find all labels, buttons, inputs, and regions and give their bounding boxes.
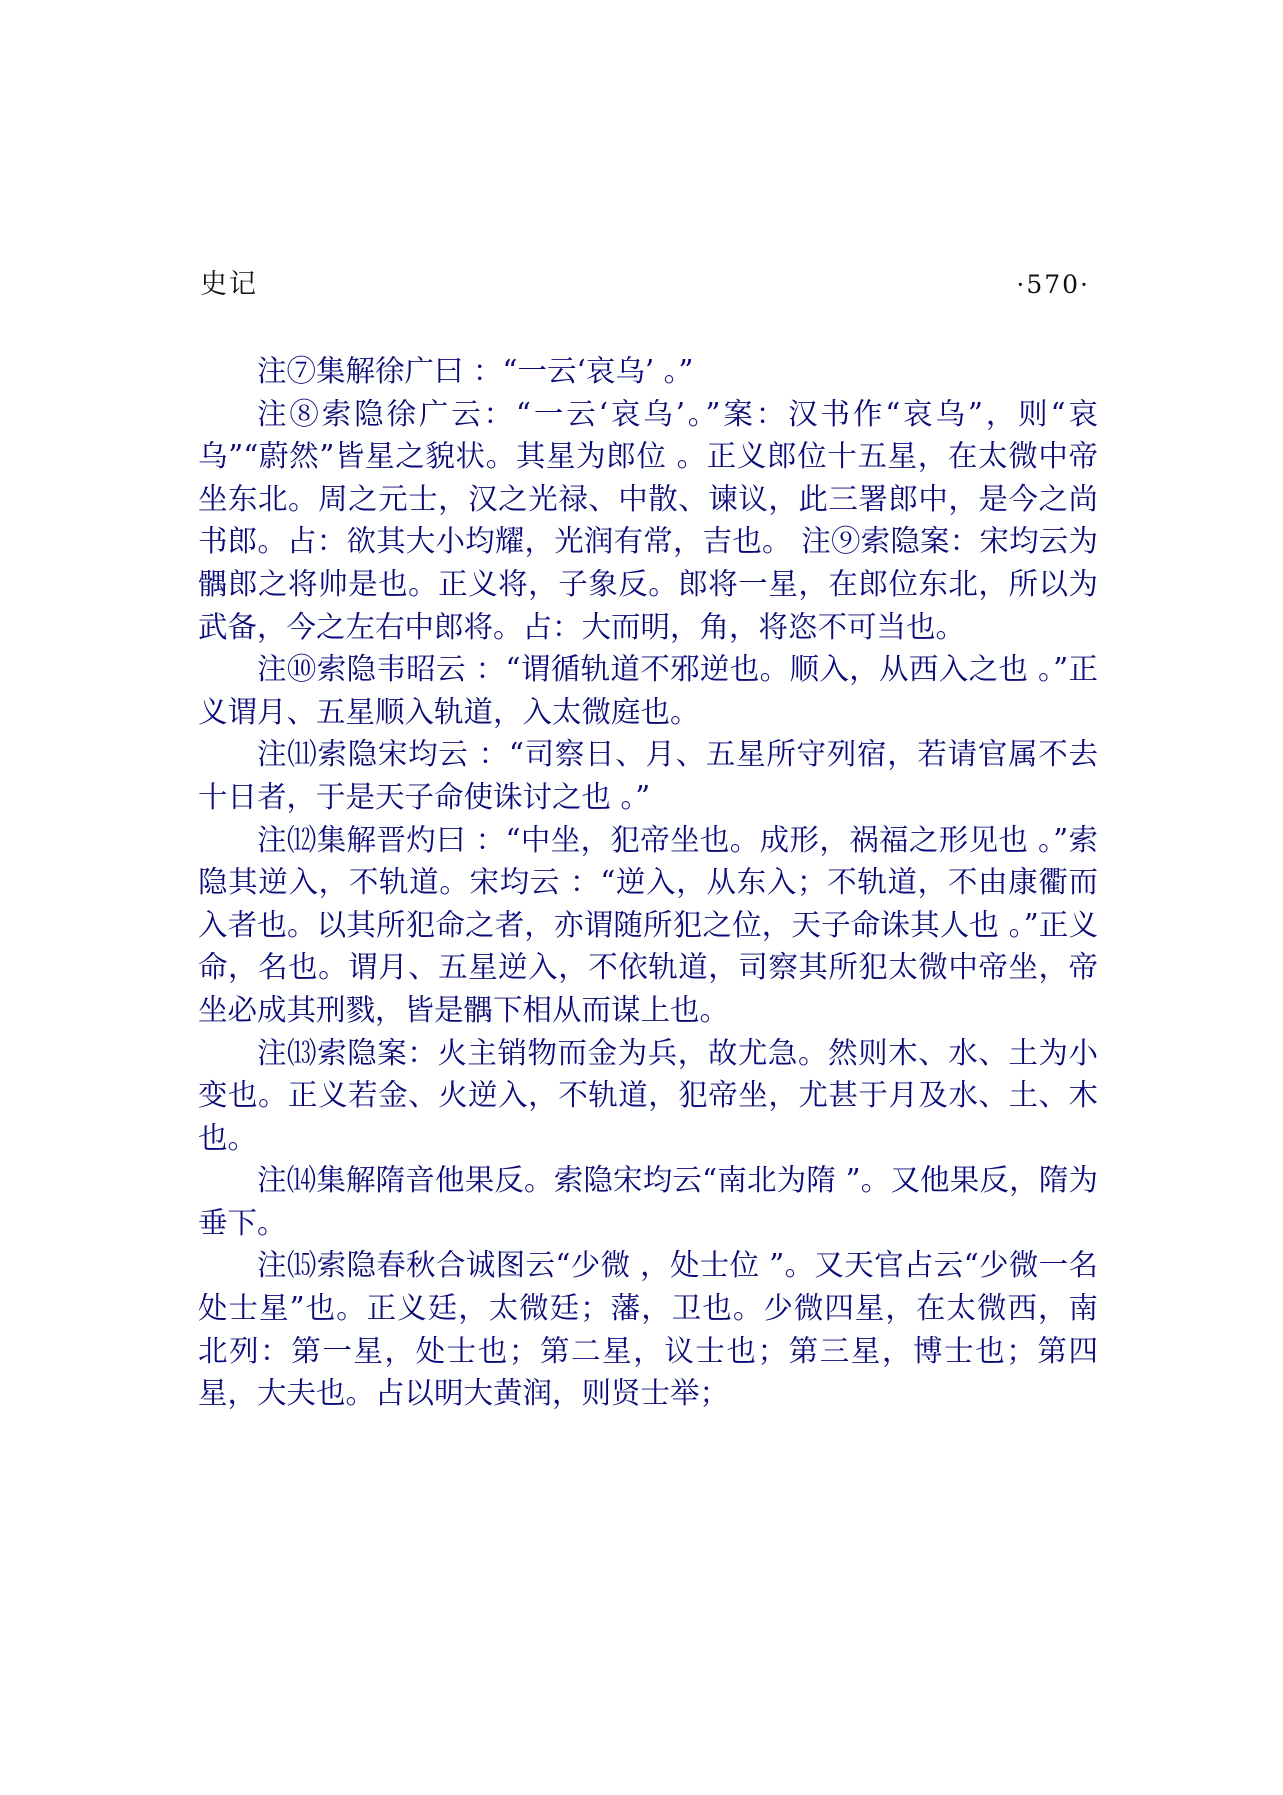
note-paragraph: 注⑧索隐徐广云：“一云‘哀乌’。”案：汉书作“哀乌”，则“哀乌”“蔚然”皆星之貌状。其星为郎位 。正义郎位十五星，在太微中帝坐东北。周之元士，汉之光禄、中散、谏议，此三署郎中，是今之尚书郎。占：欲其大小均耀，光润有常，吉也。 注⑨索隐案：宋均云为髃郎之将帅是也。正义将，子象反。郎将一星，在郎位东北，所以为武备，今之左右中郎将。占：大而明，角，将恣不可当也。	[198, 396, 1098, 644]
note-paragraph: 注⒀索隐案：火主销物而金为兵，故尤急。然则木、水、土为小变也。正义若金、火逆入，不轨道，犯帝坐，尤甚于月及水、土、木也。	[198, 1035, 1098, 1155]
page-number: ·570·	[1016, 270, 1090, 299]
book-title: 史记	[200, 269, 258, 300]
note-paragraph: 注⒂索隐春秋合诚图云“少微 ，处士位 ”。又天官占云“少微一名处士星”也。正义廷，太微廷；藩，卫也。少微四星，在太微西，南北列：第一星，处士也；第二星，议士也；第三星，博士也；第四星，大夫也。占以明大黄润，则贤士举；	[198, 1248, 1098, 1411]
page-header	[200, 262, 1090, 308]
note-paragraph: 注⒁集解隋音他果反。索隐宋均云“南北为隋 ”。又他果反，隋为垂下。	[198, 1163, 1098, 1240]
note-paragraph: 注⑩索隐韦昭云 ：“谓循轨道不邪逆也。顺入，从西入之也 。”正义谓月、五星顺入轨道，入太微庭也。	[198, 652, 1098, 729]
note-paragraph: 注⑦集解徐广曰 ：“一云‘哀乌’ 。”	[257, 354, 694, 388]
note-paragraph: 注⑿集解晋灼曰 ：“中坐，犯帝坐也。成形，祸福之形见也 。”索隐其逆入，不轨道。宋均云 ：“逆入，从东入；不轨道，不由康衢而入者也。以其所犯命之者，亦谓随所犯之位，天子命诛其人也 。”正义命，名也。谓月、五星逆入，不依轨道，司察其所犯太微中帝坐，帝坐必成其刑戮，皆是髃下相从而谋上也。	[198, 822, 1098, 1027]
note-paragraph: 注⑾索隐宋均云 ：“司察日、月、五星所守列宿，若请官属不去十日者，于是天子命使诛讨之也 。”	[198, 737, 1098, 814]
commentary-body	[198, 350, 1098, 1415]
